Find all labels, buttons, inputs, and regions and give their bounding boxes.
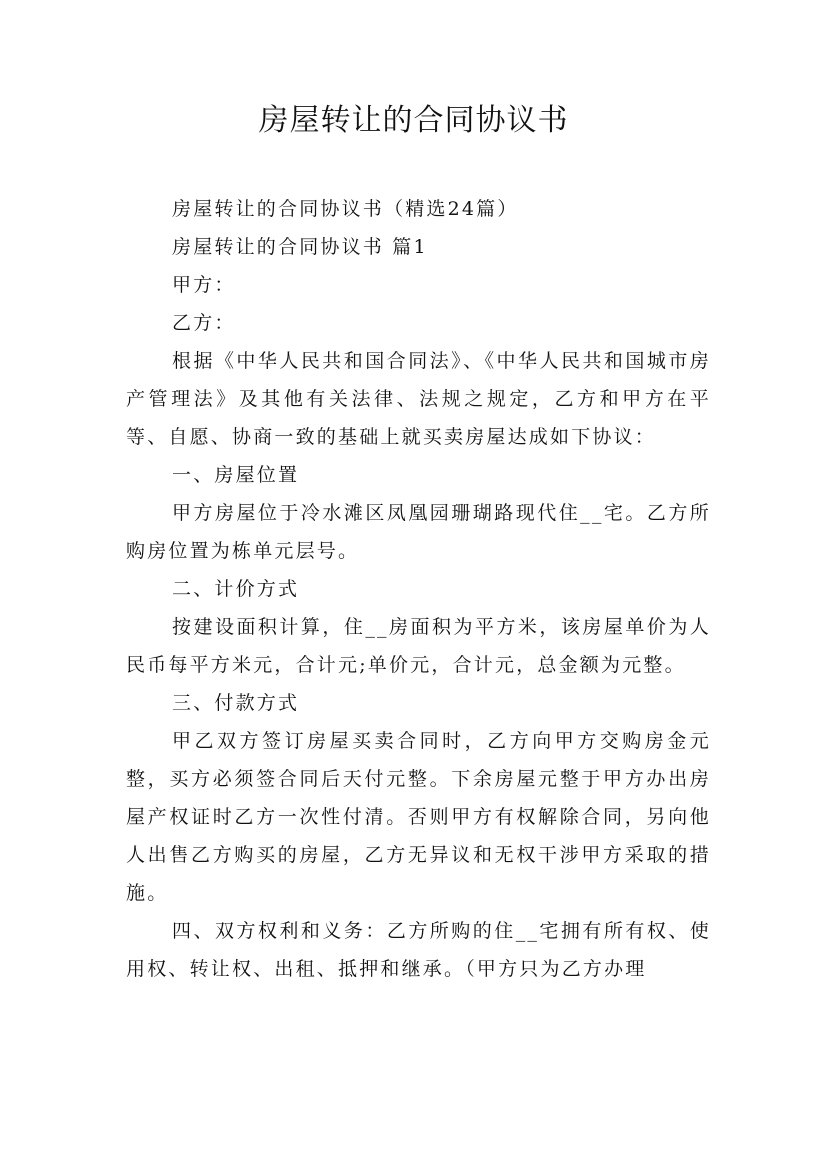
paragraph-preamble: 根据《中华人民共和国合同法》、《中华人民共和国城市房产管理法》及其他有关法律、法规之规定，乙方和甲方在平等、自愿、协商一致的基础上就买卖房屋达成如下协议： bbox=[126, 350, 711, 448]
paragraph-clause-1-heading: 一、房屋位置 bbox=[172, 464, 300, 486]
document-body bbox=[126, 190, 711, 988]
paragraph-clause-3-body: 甲乙双方签订房屋买卖合同时，乙方向甲方交购房金元整，买方必须签合同后天付元整。下余房屋元整于甲方办出房屋产权证时乙方一次性付清。否则甲方有权解除合同，另向他人出售乙方购买的房屋，乙方无异议和无权干涉甲方采取的措施。 bbox=[126, 730, 711, 904]
document-title: 房屋转让的合同协议书 bbox=[258, 103, 569, 138]
paragraph-party-a: 甲方： bbox=[172, 274, 236, 296]
paragraph-clause-2-body: 按建设面积计算，住__房面积为平方米，该房屋单价为人民币每平方米元，合计元;单价元，合计元，总金额为元整。 bbox=[126, 616, 711, 676]
paragraph-section-heading: 房屋转让的合同协议书 篇1 bbox=[172, 236, 428, 258]
paragraph-clause-1-body: 甲方房屋位于冷水滩区凤凰园珊瑚路现代住__宅。乙方所购房位置为栋单元层号。 bbox=[126, 502, 711, 562]
paragraph-party-b: 乙方： bbox=[172, 312, 236, 334]
paragraph-clause-2-heading: 二、计价方式 bbox=[172, 578, 300, 600]
paragraph-subtitle: 房屋转让的合同协议书（精选24篇） bbox=[172, 198, 519, 220]
paragraph-clause-3-heading: 三、付款方式 bbox=[172, 692, 300, 714]
paragraph-clause-4-body: 四、双方权利和义务：乙方所购的住__宅拥有所有权、使用权、转让权、出租、抵押和继承。（甲方只为乙方办理 bbox=[126, 920, 711, 980]
